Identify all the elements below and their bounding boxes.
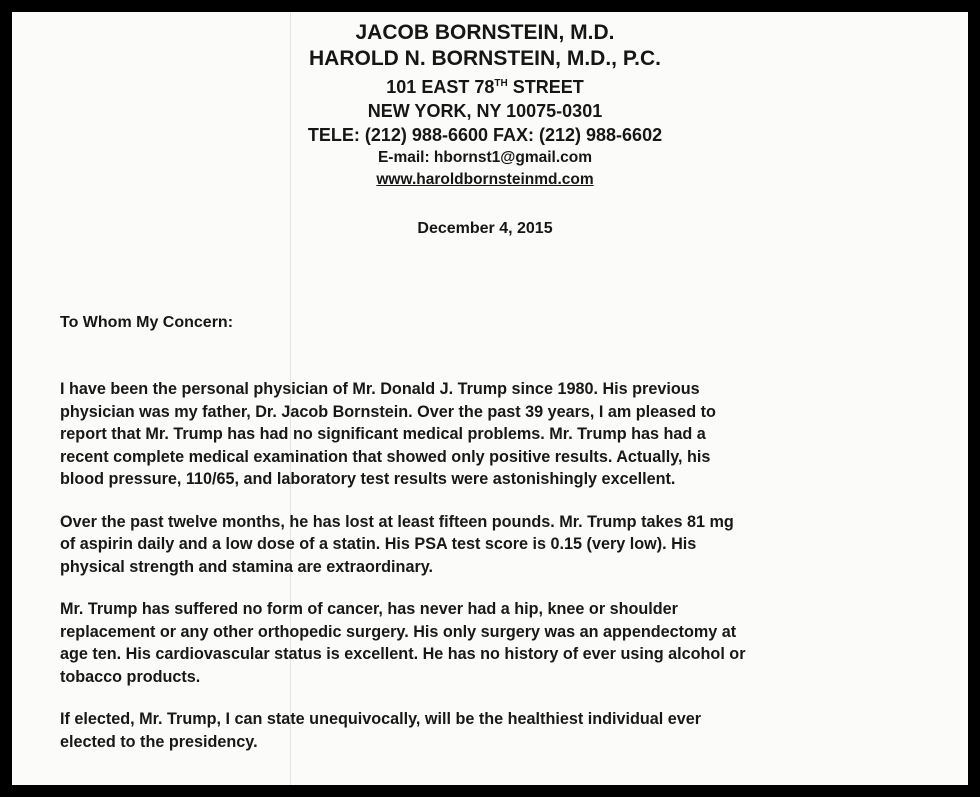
letterhead-name-harold: HAROLD N. BORNSTEIN, M.D., P.C.	[309, 47, 661, 70]
paragraph-line: of aspirin daily and a low dose of a statin. His PSA test score is 0.15 (very low). His	[60, 535, 697, 553]
salutation: To Whom My Concern:	[60, 314, 234, 331]
letterhead-website: www.haroldbornsteinmd.com	[376, 171, 594, 188]
paragraph	[60, 511, 940, 579]
paragraph-line: physical strength and stamina are extraordinary.	[60, 557, 434, 576]
paragraph-line: physician was my father, Dr. Jacob Bornstein. Over the past 39 years, I am pleased to	[60, 402, 716, 421]
address-number: 101 EAST 78	[386, 77, 495, 97]
paragraph-line: tobacco products.	[60, 667, 201, 686]
paragraph-line: If elected, Mr. Trump, I can state unequivocally, will be the healthiest individual ever	[60, 710, 702, 728]
paragraph-line: I have been the personal physician of Mr. Donald J. Trump since 1980. His previous	[60, 380, 700, 398]
paragraph	[60, 708, 940, 753]
paragraph-line: recent complete medical examination that showed only positive results. Actually, his	[60, 447, 711, 466]
letter-page	[12, 12, 968, 785]
paragraph	[60, 378, 940, 491]
paragraph-line: blood pressure, 110/65, and laboratory test results were astonishingly excellent.	[60, 470, 676, 488]
letterhead-city: NEW YORK, NY 10075-0301	[367, 101, 603, 121]
letterhead-name-jacob: JACOB BORNSTEIN, M.D.	[355, 21, 615, 44]
letter-body	[60, 378, 940, 773]
paragraph-line: elected to the presidency.	[60, 732, 258, 751]
letterhead-email: E-mail: hbornst1@gmail.com	[377, 149, 593, 166]
letterhead-phone-fax: TELE: (212) 988-6600 FAX: (212) 988-6602	[307, 125, 663, 145]
paragraph-line: replacement or any other orthopedic surgery. His only surgery was an appendectomy at	[60, 622, 737, 641]
paragraph-line: report that Mr. Trump has had no significant medical problems. Mr. Trump has had a	[60, 425, 706, 443]
letterhead	[12, 20, 958, 191]
paragraph-line: Over the past twelve months, he has lost at least fifteen pounds. Mr. Trump takes 81 mg	[60, 512, 734, 531]
paragraph-line: Mr. Trump has suffered no form of cancer, has never had a hip, knee or shoulder	[60, 600, 678, 618]
letterhead-street-address	[12, 72, 958, 99]
paragraph	[60, 598, 940, 688]
address-street: STREET	[507, 77, 584, 97]
address-ordinal-suffix: TH	[494, 78, 508, 89]
letter-date: December 4, 2015	[417, 220, 553, 237]
paragraph-line: age ten. His cardiovascular status is excellent. He has no history of ever using alcohol or	[60, 645, 746, 663]
